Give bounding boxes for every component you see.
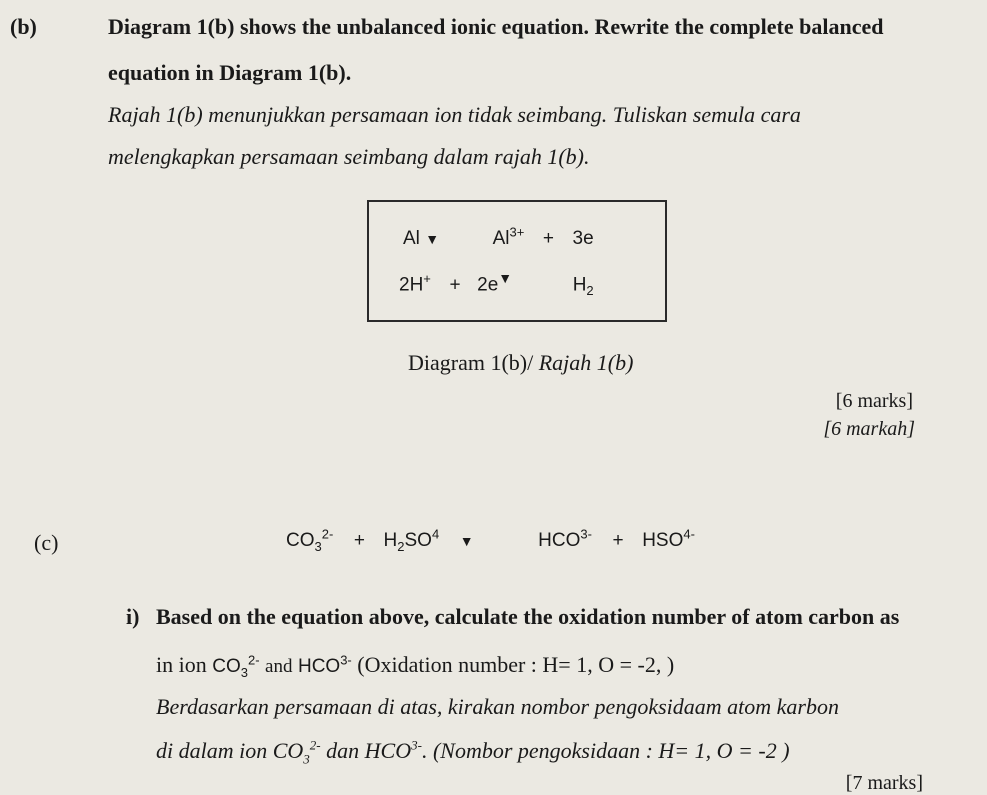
c-reactant2-sup: 4 (431, 526, 440, 542)
part-c-i-en-line1: Based on the equation above, calculate the oxidation number of atom carbon as (156, 604, 900, 629)
diagram-caption (408, 350, 633, 376)
part-c-equation (286, 526, 695, 554)
eq1-electrons: 3e (572, 228, 594, 249)
c-reactant1-charge: 2- (321, 526, 334, 542)
c-reactant2-h: H (383, 530, 398, 551)
c-product1-charge: 3- (580, 526, 592, 542)
part-b-question-en-line1: Diagram 1(b) shows the unbalanced ionic equation. Rewrite the complete balanced (108, 14, 884, 39)
equation-2 (399, 270, 594, 299)
part-c-label: (c) (34, 530, 59, 555)
part-b-label: (b) (10, 14, 37, 39)
part-b-question-ms-line2: melengkapkan persamaan seimbang dalam rajah 1(b). (108, 144, 590, 169)
part-c-i-marks: [7 marks] (845, 772, 923, 794)
c-product2-charge: 4- (683, 526, 695, 542)
diagram-1b-box (367, 200, 667, 322)
part-c-i-ms-line1: Berdasarkan persamaan di atas, kirakan nombor pengoksidaam atom karbon (156, 694, 839, 719)
equation-1 (403, 224, 594, 250)
eq1-plus: + (542, 228, 554, 249)
en-and: and (265, 656, 293, 677)
eq1-arrow: ▼ (425, 231, 440, 247)
part-b-question-ms-line1: Rajah 1(b) menunjukkan persamaan ion tidak seimbang. Tuliskan semula cara (108, 102, 801, 127)
ms-ion1: $CO_3^{2-}$ (272, 737, 321, 767)
c-reactant2-sub: 2 (397, 538, 405, 554)
c-reactant1-sub: 3 (314, 538, 322, 554)
ms-and: dan (326, 738, 360, 763)
diagram-caption-en: Diagram 1(b)/ (408, 350, 534, 375)
c-plus2: + (612, 530, 624, 551)
eq1-reactant: Al (403, 228, 420, 249)
part-b-marks-ms: [6 markah] (823, 418, 915, 440)
eq2-reactant-charge: + (423, 271, 431, 286)
c-product2: HSO (642, 530, 684, 551)
c-reactant2-rest: SO (404, 530, 432, 551)
eq2-product-sub: 2 (586, 283, 594, 299)
eq2-product: H (572, 274, 587, 296)
part-c-i-label: i) (126, 604, 140, 629)
en-line2-pre: in ion (156, 652, 207, 677)
part-b-marks-en: [6 marks] (835, 390, 913, 412)
ms-line2-post: . (Nombor pengoksidaan : H= 1, O = -2 ) (421, 738, 790, 763)
c-arrow: ▼ (459, 533, 474, 549)
ms-ion2: $HCO^{3-}$ (364, 737, 422, 763)
part-c-i-ms-line2 (156, 737, 790, 767)
diagram-caption-ms: Rajah 1(b) (538, 350, 634, 375)
part-c-i-en-line2 (156, 652, 674, 678)
eq2-plus: + (449, 274, 461, 296)
eq1-product-charge: 3+ (509, 224, 525, 240)
c-plus1: + (353, 530, 365, 551)
eq2-reactant: 2H (399, 274, 424, 296)
eq2-arrow: ▼ (498, 270, 513, 286)
en-ion2: $HCO^{3-}$ (297, 652, 352, 677)
part-b-question-en-line2: equation in Diagram 1(b). (108, 60, 352, 85)
en-ion1: $CO_3^{2-}$ (212, 652, 260, 680)
c-product1: HCO (538, 530, 581, 551)
eq1-product: Al (492, 228, 510, 249)
ms-line2-pre: di dalam ion (156, 738, 268, 763)
en-line2-post: (Oxidation number : H= 1, O = -2, ) (357, 652, 675, 677)
eq2-electrons: 2e (477, 274, 499, 296)
c-reactant1: CO (286, 530, 315, 551)
